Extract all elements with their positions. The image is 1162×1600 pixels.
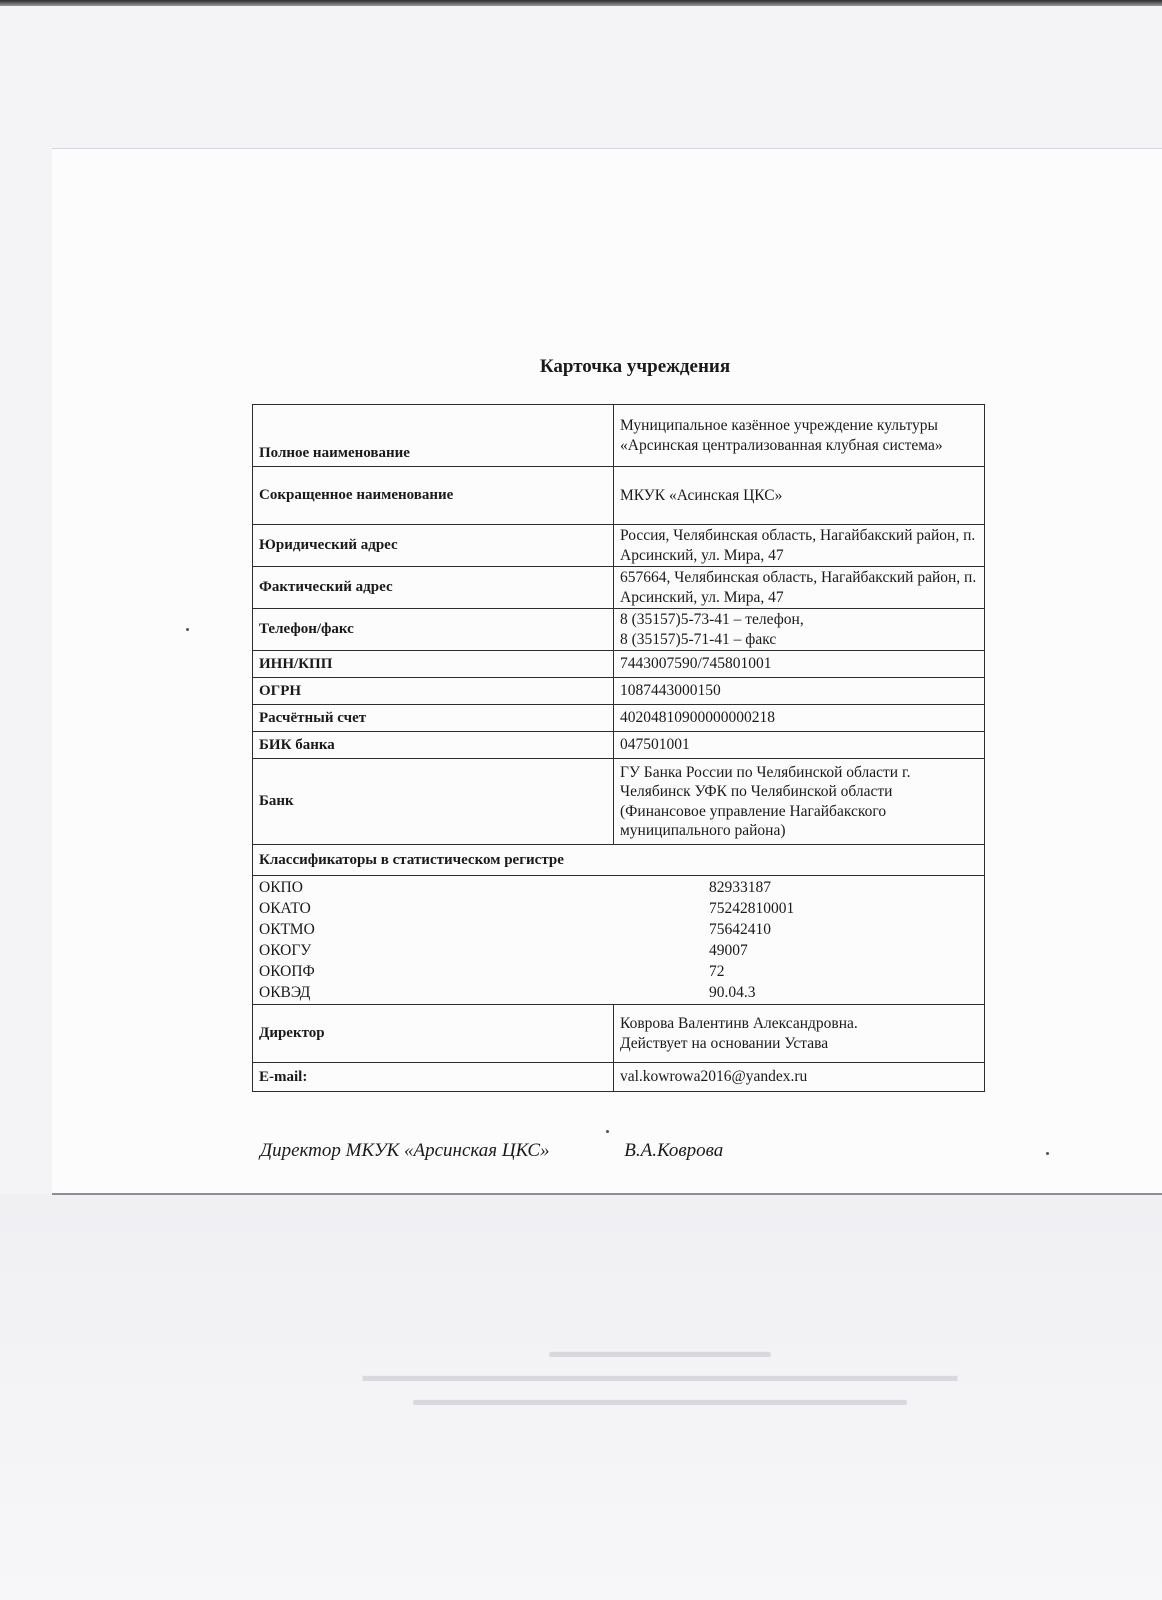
table-row (253, 705, 985, 732)
row-value (614, 1005, 985, 1063)
row-value: МКУК «Асинская ЦКС» (614, 467, 985, 525)
row-label: Фактический адрес (253, 567, 614, 609)
classifier-value: 72 (709, 963, 725, 980)
table-row (253, 567, 985, 609)
classifiers-row (253, 876, 985, 1005)
scan-speck (606, 1130, 609, 1133)
row-label: Полное наименование (253, 405, 614, 467)
classifier-value: 75642410 (709, 921, 771, 938)
row-label: БИК банка (253, 732, 614, 759)
table-row (253, 678, 985, 705)
classifier-code: ОКВЭД (259, 984, 311, 1001)
table-row (253, 467, 985, 525)
phone-line: 8 (35157)5-73-41 – телефон, (620, 611, 804, 629)
row-label: Юридический адрес (253, 525, 614, 567)
classifier-code: ОКОПФ (259, 963, 315, 980)
bleed-through-artifact: ▬▬▬▬▬▬▬▬▬▬▬▬▬ ▬▬▬▬▬▬▬▬▬▬▬▬▬▬▬▬▬▬▬▬▬▬▬▬▬▬▬▬▬▬▬▬▬▬▬ ▬▬▬▬▬▬▬▬▬▬▬▬▬▬▬▬▬▬▬▬▬▬▬▬▬▬▬▬▬ (362, 1342, 958, 1409)
row-value: 1087443000150 (614, 678, 985, 705)
table-row (253, 759, 985, 845)
table-row (253, 732, 985, 759)
row-value (614, 609, 985, 651)
classifier-item (259, 877, 978, 898)
director-name: Коврова Валентинв Александровна. (620, 1015, 858, 1033)
section-row (253, 845, 985, 876)
classifier-code: ОКАТО (259, 900, 311, 917)
classifier-item (259, 919, 978, 940)
table-row (253, 609, 985, 651)
row-label: ИНН/КПП (253, 651, 614, 678)
row-value: 047501001 (614, 732, 985, 759)
document-title: Карточка учреждения (539, 356, 731, 377)
row-label: Банк (253, 759, 614, 845)
row-value: 657664, Челябинская область, Нагайбакский район, п. Арсинский, ул. Мира, 47 (614, 567, 985, 609)
classifier-value: 90.04.3 (709, 984, 756, 1001)
fax-line: 8 (35157)5-71-41 – факс (620, 630, 777, 648)
classifier-value: 82933187 (709, 879, 771, 896)
classifier-code: ОКТМО (259, 921, 315, 938)
classifier-item (259, 961, 978, 982)
row-label: E-mail: (253, 1063, 614, 1092)
classifier-item (259, 982, 978, 1003)
row-value: ГУ Банка России по Челябинской области г. Челябинск УФК по Челябинской области (Финансовое управление Нагайбакского муниципального района) (614, 759, 985, 845)
classifiers-heading: Классификаторы в статистическом регистре (253, 845, 985, 876)
scan-edge (0, 0, 1162, 6)
row-label: Директор (253, 1005, 614, 1063)
row-value: 7443007590/745801001 (614, 651, 985, 678)
row-label: Телефон/факс (253, 609, 614, 651)
signature-line (260, 1140, 723, 1162)
institution-card-table (252, 404, 985, 1092)
classifier-item (259, 898, 978, 919)
director-basis: Действует на основании Устава (620, 1034, 829, 1052)
scan-speck (186, 628, 189, 631)
row-label: Расчётный счет (253, 705, 614, 732)
classifier-code: ОКОГУ (259, 942, 312, 959)
row-value: Россия, Челябинская область, Нагайбакский район, п. Арсинский, ул. Мира, 47 (614, 525, 985, 567)
scan-speck (1046, 1152, 1049, 1155)
row-value: Муниципальное казённое учреждение культуры «Арсинская централизованная клубная система» (614, 405, 985, 467)
classifier-value: 75242810001 (709, 900, 795, 917)
table-row (253, 651, 985, 678)
email-value: val.kowrowa2016@yandex.ru (614, 1063, 985, 1092)
row-label: ОГРН (253, 678, 614, 705)
classifier-value: 49007 (709, 942, 748, 959)
table-row (253, 1005, 985, 1063)
classifier-item (259, 940, 978, 961)
signature-position: Директор МКУК «Арсинская ЦКС» (260, 1140, 550, 1161)
table-row (253, 1063, 985, 1092)
classifier-code: ОКПО (259, 879, 303, 896)
row-label: Сокращенное наименование (253, 467, 614, 525)
table-row (253, 525, 985, 567)
table-row (253, 405, 985, 467)
classifiers-list (253, 876, 985, 1005)
row-value: 40204810900000000218 (614, 705, 985, 732)
signature-name: В.А.Коврова (624, 1140, 724, 1161)
